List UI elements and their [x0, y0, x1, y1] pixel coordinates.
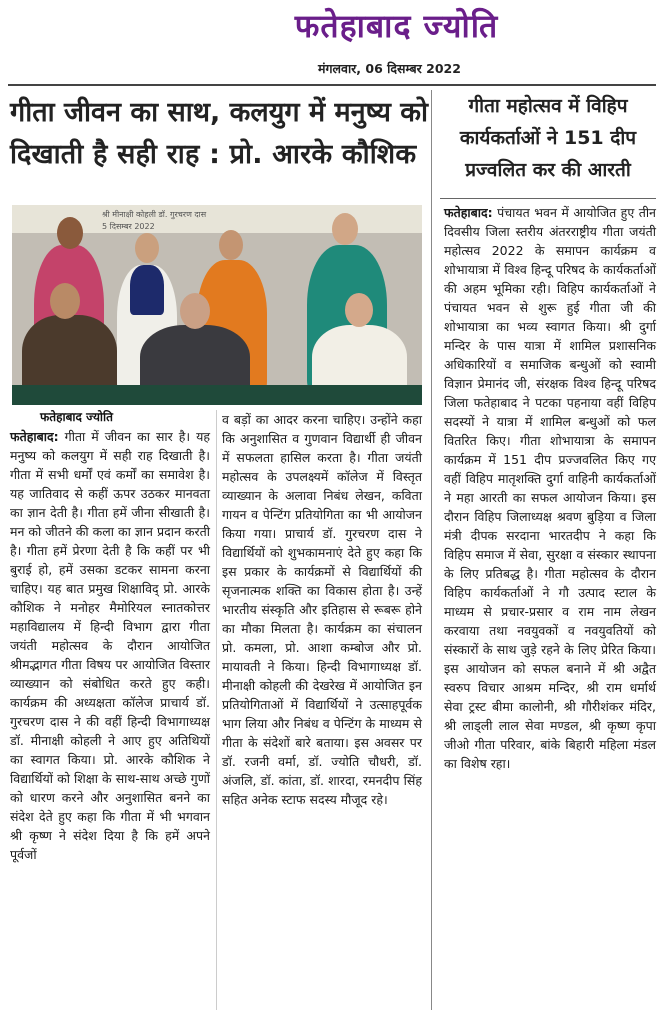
dateline: फतेहाबाद: — [10, 429, 59, 444]
photo-banner-text: श्री मीनाक्षी कोहली डॉ. गुरचरण दास — [102, 210, 207, 219]
right-story-column — [444, 203, 656, 773]
photo-caption: फतेहाबाद ज्योति — [40, 410, 113, 424]
left-story-column-1 — [10, 427, 210, 864]
event-photo — [12, 205, 422, 405]
newspaper-title: फतेहाबाद ज्योति — [294, 7, 499, 45]
issue-date: मंगलवार, 06 दिसम्बर 2022 — [318, 61, 461, 76]
header-divider — [8, 84, 656, 86]
masthead — [0, 6, 663, 46]
story-divider — [431, 90, 432, 1010]
headline-line-1: गीता जीवन का साथ, कलयुग में मनुष्य को — [10, 97, 429, 128]
right-headline-rule — [440, 198, 656, 199]
dateline: फतेहाबाद: — [444, 205, 493, 220]
person-head — [135, 233, 159, 263]
person-head — [57, 217, 83, 249]
body-text: व बड़ों का आदर करना चाहिए। उन्होंने कहा कि अनुशासित व गुणवान विद्यार्थी ही जीवन में सफलता हासिल करता है। गीता जयंती महोत्सव के उपलक्ष्यमें कॉलेज में विस्तृत व्याख्यान के अलावा निबंध लेखन, कविता गायन व पेन्टिंग प्रतियोगिता का भी आयोजन किया गया। प्राचार्य डॉ. गुरचरण दास ने विद्यार्थियों को शुभकामनाएं देते हुए कहा कि इस प्रकार के कार्यक्रमों से विद्यार्थियों की सृजनात्मक शक्ति का विकास होता है। उन्हें भारतीय संस्कृति और इतिहास से रूबरू होने का मौका मिलता है। कार्यक्रम का संचालन प्रो. कमला, प्रो. आशा कम्बोज और प्रो. मायावती ने किया। हिन्दी विभागाध्यक्ष डॉ. मीनाक्षी कोहली की देखरेख में आयोजित इन प्रतियोगिताओं में विद्यार्थियों ने उत्साहपूर्वक भाग लिया और निबंध व पेन्टिंग के माध्यम से गीता के संदेशों बारे बताया। इस अवसर पर डॉ. रजनी वर्मा, डॉ. ज्योति चौधरी, डॉ. अंजलि, डॉ. कांता, डॉ. शारदा, रमनदीप सिंह सहित अनेक स्टाफ सदस्य मौजूद रहे। — [222, 412, 422, 807]
column-divider — [216, 410, 217, 1010]
left-story-headline — [10, 92, 429, 176]
scarf — [130, 265, 164, 315]
body-text: गीता में जीवन का सार है। यह मनुष्य को कलयुग में सही राह दिखाती है। गीता में सभी धर्मों एवं कर्मों का समावेश है। यह जातिवाद से कहीं ऊपर उठकर मानवता का ज्ञान देती है। गीता हमें जीना सीखाती है। मन को जीतने की कला का ज्ञान प्रदान करती है। गीता हमें प्रेरणा देती है कि कहीं पर भी बुराई हो, हमें उसका डटकर सामना करना चाहिए। यह बात प्रमुख शिक्षाविद् प्रो. आरके कौशिक ने मनोहर मैमोरियल स्नातकोत्तर महाविद्यालय में हिन्दी विभाग द्वारा गीता जयंती महोत्सव के दौरान आयोजित श्रीमद्भागत गीता विषय पर आयोजित विस्तार व्याख्यान को संबोधित करते हुए कही। कार्यक्रम की अध्यक्षता कॉलेज प्राचार्य डॉ. गुरचरण दास ने की वहीं हिन्दी विभागाध्यक्ष डॉ. मीनाक्षी कोहली ने आए हुए अतिथियों का स्वागत किया। प्रो. आरके कौशिक ने विद्यार्थियों को शिक्षा के साथ-साथ अच्छे गुणों को धारण करने और अनुशासित बनने का संदेश देते हुए कहा कि गीता में भी भगवान श्री कृष्ण ने संदेश दिया है कि हमें अपने पूर्वजों — [10, 429, 210, 862]
photo-banner-date: 5 दिसम्बर 2022 — [102, 222, 155, 231]
person-head — [180, 293, 210, 329]
person-head — [219, 230, 243, 260]
headline-line-2: दिखाती है सही राह : प्रो. आरके कौशिक — [10, 139, 417, 170]
person-head — [332, 213, 358, 245]
right-story-headline: गीता महोत्सव में विहिप कार्यकर्ताओं ने 151 दीप प्रज्वलित कर की आरती — [459, 95, 637, 181]
person-head — [50, 283, 80, 319]
body-text: पंचायत भवन में आयोजित हुए तीन दिवसीय जिला स्तरीय अंतरराष्ट्रीय गीता जयंती महोत्सव 2022 के समापन कार्यक्रम व शोभायात्रा में विश्व हिन्दू परिषद के कार्यकर्ताओं की अहम भूमिका रही। विहिप कार्यकर्ताओं ने पंचायत भवन से शुरू हुई गीता जी की शोभायात्रा का भव्य स्वागत किया। श्री दुर्गा मन्दिर के पास यात्रा में शामिल प्रशासनिक अधिकारियों व समाजिक बन्धुओं को स्वामी विज्ञान प्रेमानंद जी, संरक्षक विश्व हिन्दू परिषद जिला फतेहाबाद ने पटका पहनाया वहीं विहिप सदस्यों ने यात्रा में शामिल बन्धुओं को फल वितरित किए। गीता शोभायात्रा के समापन कार्यक्रम में 151 दीप प्रज्जवलित किए गए वहीं विहिप मातृशक्ति दुर्गा वाहिनी कार्यकर्ताओं ने महा आरती का सफल आयोजन किया। इस दौरान विहिप जिलाध्यक्ष श्रवण बुड़िया व जिला मंत्री दीपक सरदाना भारतदीप ने कहा कि विहिप समाज में सेवा, सुरक्षा व संस्कार स्थापना के लिए प्रतिबद्ध है। गीता महोत्सव के दौरान विहिप कार्यकर्ताओं ने गौ उत्पाद स्टाल के माध्यम से प्रचार-प्रसार व राम नाम लेखन करवाया तथा नवयुवकों व नवयुवतियों को संस्कारों के साथ जुड़े रहने के लिए प्रेरित किया। इस आयोजन को सफल बनाने में श्री अद्वैत स्वरुप विचार आश्रम मन्दिर, श्री राम धर्मार्थ सेवा ट्रस्ट बीमा कालोनी, श्री गौरीशंकर मंदिर, श्री लाड्ली लाल सेवा मण्डल, श्री कृष्ण कृपा जीओ गीता परिवार, बांके बिहारी महिला मंडल का विशेष रहा। — [444, 205, 656, 771]
person-head — [345, 293, 373, 327]
left-story-column-2 — [222, 410, 422, 809]
table — [12, 385, 422, 405]
